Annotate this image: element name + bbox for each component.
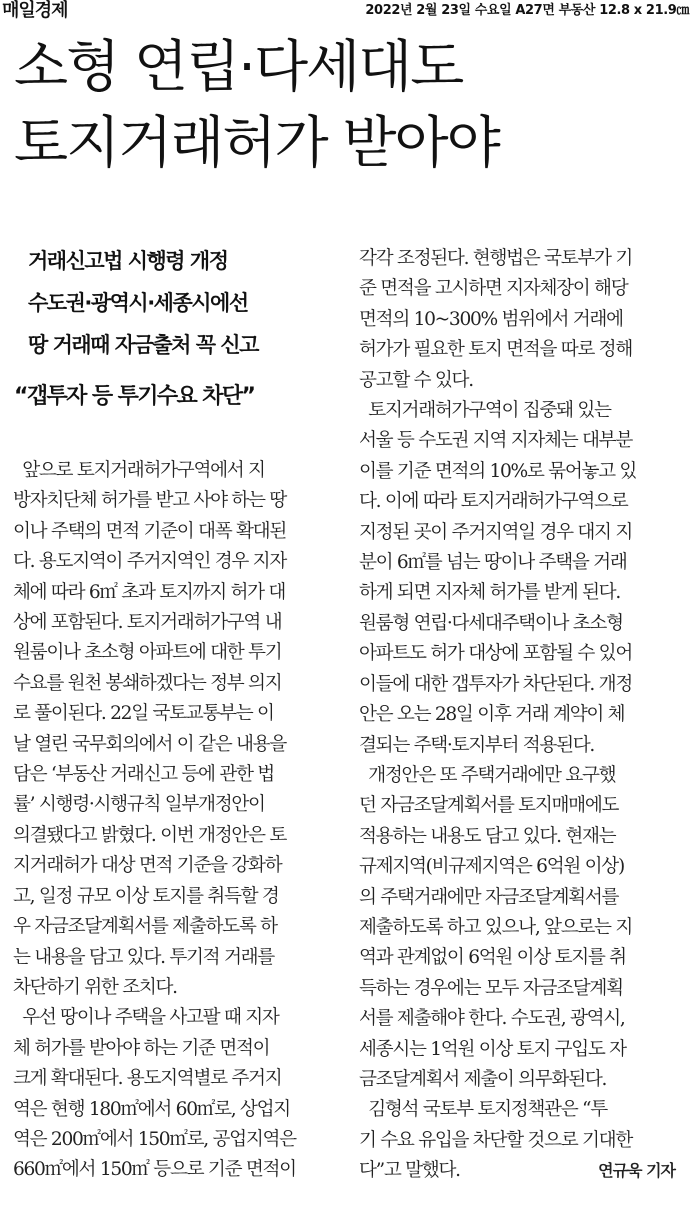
article-line: 개정안은 또 주택거래에만 요구했	[359, 764, 616, 786]
article-line: 이를 기준 면적의 10%로 묶어놓고 있	[359, 460, 637, 482]
article-line: 하게 되면 지자체 허가를 받게 된다.	[359, 582, 620, 604]
article-line: 서를 제출해야 한다. 수도권, 광역시,	[359, 1008, 625, 1030]
article-line: 수요를 원천 봉쇄하겠다는 정부 의지	[13, 672, 282, 694]
article-line: 방자치단체 허가를 받고 사야 하는 땅	[13, 490, 286, 512]
byline: 연규욱 기자	[598, 1161, 675, 1181]
subhead-line-1: 거래신고법 시행령 개정	[28, 249, 228, 273]
article-line: 원룸형 연립·다세대주택이나 초소형	[359, 612, 623, 634]
article-line: 역은 200㎡에서 150㎡로, 공업지역은	[13, 1128, 296, 1150]
article-line: 제출하도록 하고 있으나, 앞으로는 지	[359, 916, 632, 938]
article-line: 적용하는 내용도 담고 있다. 현재는	[359, 825, 616, 847]
article-line: 는 내용을 담고 있다. 투기적 거래를	[13, 946, 274, 968]
article-line: 기 수요 유입을 차단할 것으로 기대한	[359, 1129, 632, 1151]
article-line: 우 자금조달계획서를 제출하도록 하	[13, 916, 277, 938]
subhead-line-3: 땅 거래때 자금출처 꼭 신고	[28, 333, 258, 357]
article-line: 다”고 말했다. 연규욱 기자	[359, 1156, 679, 1186]
article-line: 이들에 대한 갭투자가 차단된다. 개정	[359, 673, 632, 695]
article-line: 다. 용도지역이 주거지역인 경우 지자	[13, 551, 286, 573]
issue-info: 2022년 2월 23일 수요일 A27면 부동산 12.8 x 21.9㎝	[365, 3, 689, 18]
article-body-right-column	[359, 244, 679, 1187]
article-line: 앞으로 토지거래허가구역에서 지	[13, 460, 265, 481]
article-line: 준 면적을 고시하면 지자체장이 해당	[359, 278, 628, 300]
headline	[14, 30, 684, 182]
article-line: 공고할 수 있다.	[359, 369, 473, 391]
article-line: 날 열린 국무회의에서 이 같은 내용을	[13, 733, 286, 755]
article-body-left-column	[13, 456, 333, 1186]
masthead	[0, 0, 693, 22]
article-line: 차단하기 위한 조치다.	[13, 976, 177, 998]
article-line: 체 허가를 받아야 하는 기준 면적이	[13, 1037, 270, 1059]
article-line: 이나 주택의 면적 기준이 대폭 확대된	[13, 520, 286, 542]
article-line: 각각 조정된다. 현행법은 국토부가 기	[359, 248, 632, 269]
article-line: 상에 포함된다. 토지거래허가구역 내	[13, 612, 282, 634]
article-line: 고, 일정 규모 이상 토지를 취득할 경	[13, 885, 279, 907]
article-line: 다. 이에 따라 토지거래허가구역으로	[359, 491, 628, 513]
article-line: 허가가 필요한 토지 면적을 따로 정해	[359, 339, 632, 361]
article-line: 역은 현행 180㎡에서 60㎡로, 상업지	[13, 1098, 290, 1120]
subheads	[14, 240, 334, 414]
article-line: 담은 ‘부동산 거래신고 등에 관한 법	[13, 764, 274, 786]
newspaper-name: 매일경제	[2, 0, 68, 21]
article-line: 지거래허가 대상 면적 기준을 강화하	[13, 855, 282, 877]
headline-line-2: 토지거래허가 받아야	[14, 111, 499, 176]
article-line: 안은 오는 28일 이후 거래 계약이 체	[359, 704, 625, 726]
article-line: 로 풀이된다. 22일 국토교통부는 이	[13, 703, 274, 725]
article-line: 크게 확대된다. 용도지역별로 주거지	[13, 1068, 282, 1090]
article-line: 의결됐다고 밝혔다. 이번 개정안은 토	[13, 824, 286, 846]
article-line: 아파트도 허가 대상에 포함될 수 있어	[359, 643, 632, 665]
article-line: 분이 6㎡를 넘는 땅이나 주택을 거래	[359, 552, 627, 574]
article-line: 토지거래허가구역이 집중돼 있는	[359, 400, 611, 422]
subhead-line-2: 수도권·광역시·세종시에선	[28, 291, 248, 315]
article-line: 원룸이나 초소형 아파트에 대한 투기	[13, 642, 282, 664]
article-line: 660㎡에서 150㎡ 등으로 기준 면적이	[13, 1159, 296, 1181]
article-line: 결되는 주택·토지부터 적용된다.	[359, 734, 595, 756]
article-line: 체에 따라 6㎡ 초과 토지까지 허가 대	[13, 581, 286, 603]
article-line: 지정된 곳이 주거지역일 경우 대지 지	[359, 521, 632, 543]
article-line: 규제지역(비규제지역은 6억원 이상)	[359, 856, 624, 878]
article-line: 역과 관계없이 6억원 이상 토지를 취	[359, 947, 626, 969]
article-line: 김형석 국토부 토지정책관은 “투	[359, 1099, 607, 1121]
article-line: 던 자금조달계획서를 토지매매에도	[359, 795, 619, 817]
article-line: 서울 등 수도권 지역 지자체는 대부분	[359, 430, 632, 452]
article-line: 의 주택거래에만 자금조달계획서를	[359, 886, 619, 908]
article-line: 우선 땅이나 주택을 사고팔 때 지자	[13, 1007, 279, 1029]
pullquote: “갭투자 등 투기수요 차단”	[14, 384, 255, 409]
headline-line-1: 소형 연립·다세대도	[14, 35, 463, 100]
article-line: 득하는 경우에는 모두 자금조달계획	[359, 977, 623, 999]
article-line: 세종시는 1억원 이상 토지 구입도 자	[359, 1038, 626, 1060]
article-line: 률’ 시행령·시행규칙 일부개정안이	[13, 794, 265, 816]
article-line: 금조달계획서 제출이 의무화된다.	[359, 1068, 607, 1090]
article-line: 면적의 10~300% 범위에서 거래에	[359, 308, 623, 330]
